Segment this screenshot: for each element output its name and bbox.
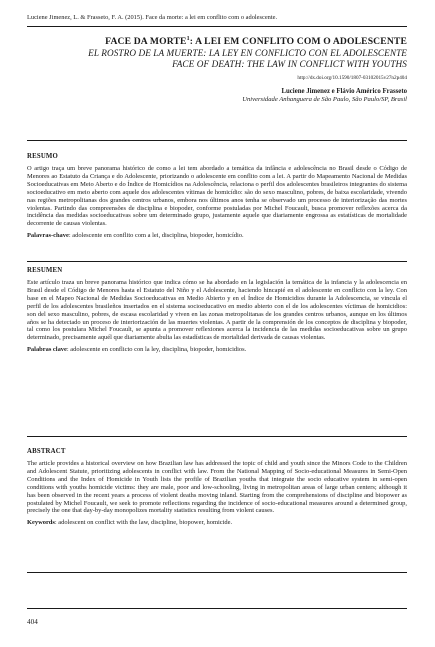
resumo-keywords-label: Palavras-chave bbox=[27, 232, 69, 240]
abstract-heading: ABSTRACT bbox=[27, 448, 66, 455]
title-footnote-mark: 1 bbox=[186, 35, 190, 42]
running-head: Luciene Jimenez, L. & Frasseto, F. A. (2015). Face da morte: a lei em conflito com o adolescente. bbox=[27, 14, 278, 21]
rule-before-resumen bbox=[27, 261, 407, 262]
resumen-heading: RESUMEN bbox=[27, 267, 63, 274]
resumo-section bbox=[27, 152, 407, 240]
title-english: FACE OF DEATH: THE LAW IN CONFLICT WITH YOUTHS bbox=[172, 59, 407, 69]
resumen-keywords bbox=[27, 346, 407, 354]
doi-link[interactable]: http://dx.doi.org/10.1590/1807-03102015v27n2p404 bbox=[297, 75, 407, 81]
rule-after-abstract bbox=[27, 572, 407, 573]
resumo-heading: RESUMO bbox=[27, 153, 59, 160]
affiliation: Universidade Anhanguera de São Paulo, São Paulo/SP, Brasil bbox=[242, 96, 407, 103]
authors: Luciene Jimenez e Flávio Américo Frasseto bbox=[281, 88, 407, 95]
page-number: 404 bbox=[27, 618, 38, 626]
header-rule bbox=[27, 26, 407, 27]
abstract-keywords-label: Keywords bbox=[27, 519, 55, 527]
rule-before-resumo bbox=[27, 140, 407, 141]
abstract-keywords-text: : adolescent on conflict with the law, discipline, biopower, homicide. bbox=[54, 519, 233, 527]
resumen-section bbox=[27, 266, 407, 354]
title-block bbox=[27, 36, 407, 104]
resumen-keywords-text: : adolescente en conflicto con la ley, disciplina, biopoder, homicidios. bbox=[66, 346, 247, 354]
resumo-keywords-text: : adolescente em conflito com a lei, disciplina, biopoder, homicídio. bbox=[68, 232, 244, 240]
abstract-body: The article provides a historical overview on how Brazilian law has addressed the topic of child and youth since the Minors Code to the Children and Adolescent Statute, prioritizing adolescents in conflict with law. From the National Mapping of Socio-educational Measures in Semi-Open Conditions and the Index of Homicide in Youth lists the profile of Brazilian youths that integrate the socio educative system in semi-open conditions with youths homicide victims: they are male, poor and low-schooling, living in metropolitan areas of large urban centers; although it has been observed in the recent years a process of violent deaths moving inland. Starting from the comprehensions of discipline and biopower as postulated by Michel Foucault, we seek to promote reflections regarding the incidence of socio-educational measures around a determined group, precisely the one that day-by-day monopolizes mortality statistics resulting from violent causes. bbox=[27, 460, 407, 515]
resumen-body: Este artículo traza un breve panorama histórico que indica cómo se ha abordado en la legislación la temática de la infancia y la adolescencia en Brasil desde el Código de Menores hasta el Estatuto del Niño y el Adolescente, haciendo hincapié en el adolescente en conflicto con la ley. Con base en el Mapeo Nacional de Medidas Socioeducativas en Medio Abierto y en el Índice de Homicidios durante la Adolescencia, se vincula el perfil de los adolescentes brasileños insertados en el sistema socioeducativo en medio abierto con el de los adolescentes víctimas de homicidios: son del sexo masculino, pobres, de escasa escolaridad y viven en las zonas metropolitanas de los grandes centros urbanos, aunque en los últimos años se ha detectado un proceso de interiorización de las muertes violentas. A partir de la comprensión de los conceptos de disciplina y biopoder, tal como los postulara Michel Foucault, se apunta a promover reflexiones acerca la incidencia de las medidas socioeducativas sobre un grupo determinado, precisamente aquél que diariamente abulta las estadísticas de mortalidad derivada de causas violentas. bbox=[27, 279, 407, 342]
title-spanish: EL ROSTRO DE LA MUERTE: LA LEY EN CONFLICTO CON EL ADOLESCENTE bbox=[88, 48, 407, 58]
abstract-section bbox=[27, 447, 407, 527]
abstract-keywords bbox=[27, 519, 407, 527]
resumo-body: O artigo traça um breve panorama histórico de como a lei tem abordado a temática da infância e adolescência no Brasil desde o Código de Menores ao Estatuto da Criança e do Adolescente, priorizando o adolescente em conflito com a lei. A partir do Mapeamento Nacional de Medidas Socioeducativas em Meio Aberto e do Índice de Homicídios na Adolescência, relaciona o perfil dos adolescentes brasileiros integrantes do sistema socioeducativo em meio aberto com aquele dos adolescentes vítimas de homicídio: são do sexo masculino, pobres, de baixa escolaridade, vivendo nas regiões metropolitanas dos grandes centros urbanos, embora nos últimos anos tenha se observado um processo de interiorização das mortes violentas. Partindo das compreensões de disciplina e biopoder, conforme postuladas por Michel Foucault, busca promover reflexões acerca da incidência das medidas socioeducativas sobre um determinado grupo, justamente aquele que diariamente engrossa as estatísticas de mortalidade decorrente de causas violentas. bbox=[27, 165, 407, 228]
resumen-keywords-label: Palabras clave bbox=[27, 346, 67, 354]
article-title bbox=[27, 36, 407, 48]
footer-rule bbox=[27, 608, 407, 609]
title-main-rest: : A LEI EM CONFLITO COM O ADOLESCENTE bbox=[189, 36, 407, 47]
rule-before-abstract bbox=[27, 436, 407, 437]
title-main-text: FACE DA MORTE bbox=[105, 36, 187, 47]
resumo-keywords bbox=[27, 232, 407, 240]
